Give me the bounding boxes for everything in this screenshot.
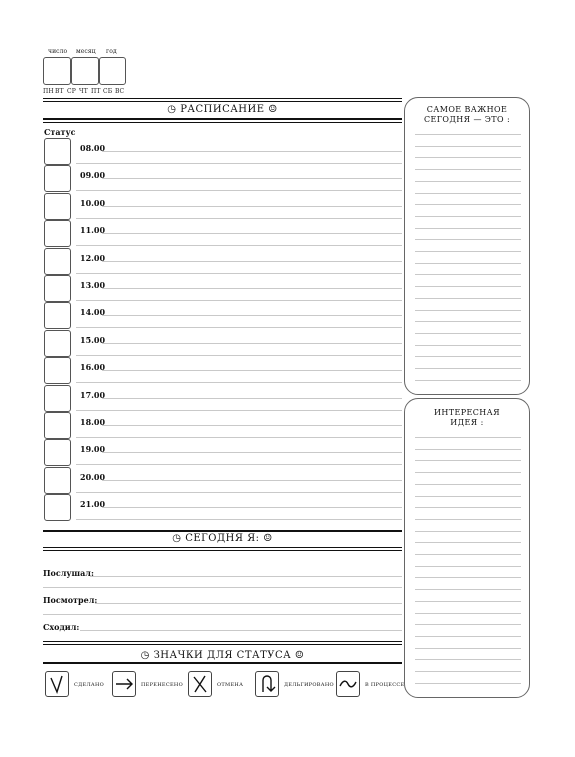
time-label: 13.00: [80, 280, 106, 290]
note-line[interactable]: [415, 181, 521, 182]
note-line[interactable]: [415, 146, 521, 147]
schedule-title: ◷ РАСПИСАНИЕ ☺: [167, 104, 278, 115]
note-line[interactable]: [415, 648, 521, 649]
status-box[interactable]: [44, 302, 71, 329]
day-label: число: [48, 48, 68, 55]
note-line[interactable]: [415, 577, 521, 578]
time-label: 19.00: [80, 444, 106, 455]
time-label: 17.00: [80, 389, 106, 400]
schedule-row-divider: [76, 519, 402, 520]
schedule-row-divider: [76, 382, 402, 383]
note-line[interactable]: [415, 157, 521, 158]
year-label: год: [106, 48, 117, 55]
note-line[interactable]: [415, 683, 521, 684]
time-label: 08.00: [80, 143, 106, 153]
time-label: 14.00: [80, 307, 106, 318]
schedule-row-divider: [76, 410, 402, 411]
schedule-row-divider: [76, 492, 402, 493]
note-line[interactable]: [415, 449, 521, 450]
idea-panel[interactable]: [404, 398, 530, 698]
time-label: 18.00: [80, 417, 106, 427]
note-line[interactable]: [415, 368, 521, 369]
schedule-row-divider: [76, 245, 402, 246]
idea-title: ИНТЕРЕСНАЯ ИДЕЯ :: [434, 408, 500, 427]
schedule-row-divider: [76, 300, 402, 301]
done-label: СДЕЛАНО: [74, 682, 105, 688]
month-box[interactable]: [71, 57, 99, 85]
time-label: 16.00: [80, 362, 106, 373]
status-label: Статус: [44, 127, 76, 137]
note-line[interactable]: [415, 531, 521, 532]
important-title: САМОЕ ВАЖНОЕ СЕГОДНЯ — ЭТО :: [423, 105, 511, 124]
note-line[interactable]: [415, 321, 521, 322]
clock-icon: ◷: [140, 650, 150, 661]
schedule-entry-line[interactable]: [102, 206, 402, 207]
note-line[interactable]: [415, 566, 521, 567]
schedule-row-divider: [76, 464, 402, 465]
schedule-entry-line[interactable]: [102, 480, 402, 481]
smiley-icon: ☺: [268, 104, 278, 115]
status-box[interactable]: [44, 494, 71, 521]
note-line[interactable]: [415, 613, 521, 614]
visited-line[interactable]: [80, 630, 402, 631]
note-line[interactable]: [415, 356, 521, 357]
note-line[interactable]: [415, 333, 521, 334]
status-box[interactable]: [44, 165, 71, 192]
note-line[interactable]: [415, 274, 521, 275]
visited-label: Сходил:: [43, 622, 80, 632]
cross-x-icon: [188, 671, 212, 697]
watched-line[interactable]: [95, 603, 402, 604]
status-box[interactable]: [44, 385, 71, 412]
weekday-label[interactable]: ПТ: [91, 88, 101, 95]
note-line[interactable]: [415, 507, 521, 508]
schedule-entry-line[interactable]: [102, 178, 402, 179]
weekday-label[interactable]: ВТ: [55, 88, 64, 95]
listened-label: Послушал:: [43, 568, 94, 578]
time-label: 20.00: [80, 471, 106, 482]
time-label: 12.00: [80, 252, 106, 263]
note-line[interactable]: [415, 601, 521, 602]
in-progress-label: В ПРОЦЕССЕ: [365, 682, 405, 688]
cancel-label: ОТМЕНА: [217, 682, 244, 688]
time-label: 21.00: [80, 499, 106, 510]
schedule-row-divider: [76, 273, 402, 274]
status-box[interactable]: [44, 275, 71, 302]
note-line[interactable]: [415, 554, 521, 555]
status-box[interactable]: [44, 439, 71, 466]
note-line[interactable]: [415, 437, 521, 438]
watched-label: Посмотрел:: [43, 595, 98, 605]
listened-line[interactable]: [90, 576, 402, 577]
schedule-entry-line[interactable]: [102, 343, 402, 344]
weekday-label[interactable]: ЧТ: [79, 88, 88, 95]
status-box[interactable]: [44, 193, 71, 220]
note-line[interactable]: [415, 542, 521, 543]
note-line[interactable]: [415, 193, 521, 194]
note-line[interactable]: [415, 380, 521, 381]
time-label: 10.00: [80, 197, 106, 208]
note-line[interactable]: [415, 310, 521, 311]
year-box[interactable]: [99, 57, 126, 85]
status-box[interactable]: [44, 220, 71, 247]
note-line[interactable]: [415, 169, 521, 170]
note-line[interactable]: [415, 204, 521, 205]
note-line[interactable]: [415, 228, 521, 229]
note-line[interactable]: [415, 460, 521, 461]
time-label: 09.00: [80, 170, 106, 181]
note-line[interactable]: [415, 519, 521, 520]
schedule-entry-line[interactable]: [102, 507, 402, 508]
check-v-icon: [45, 671, 69, 697]
note-line[interactable]: [415, 624, 521, 625]
month-label: месяц: [76, 48, 96, 55]
schedule-entry-line[interactable]: [102, 233, 402, 234]
smiley-icon: ☺: [263, 533, 273, 544]
day-box[interactable]: [43, 57, 71, 85]
delegated-label: ДЕЛЬГИРОВАНО: [284, 682, 334, 688]
note-line[interactable]: [415, 286, 521, 287]
status-box[interactable]: [44, 248, 71, 275]
time-label: 15.00: [80, 334, 106, 345]
tilde-wave-icon: [336, 671, 360, 697]
note-line[interactable]: [415, 636, 521, 637]
note-line[interactable]: [415, 589, 521, 590]
schedule-entry-line[interactable]: [102, 370, 402, 371]
schedule-row-divider: [76, 437, 402, 438]
status-box[interactable]: [44, 357, 71, 384]
note-line[interactable]: [415, 496, 521, 497]
schedule-entry-line[interactable]: [102, 261, 402, 262]
legend-title: ◷ ЗНАЧКИ ДЛЯ СТАТУСА ☺: [140, 650, 305, 661]
note-line[interactable]: [415, 239, 521, 240]
status-box[interactable]: [44, 138, 71, 165]
note-line[interactable]: [415, 263, 521, 264]
schedule-entry-line[interactable]: [102, 398, 402, 399]
moved-label: ПЕРЕНЕСЕНО: [141, 682, 183, 688]
note-line[interactable]: [415, 345, 521, 346]
schedule-entry-line[interactable]: [102, 425, 402, 426]
u-turn-arrow-icon: [255, 671, 279, 697]
note-line[interactable]: [415, 134, 521, 135]
weekday-label[interactable]: СР: [67, 88, 76, 95]
status-box[interactable]: [44, 467, 71, 494]
status-box[interactable]: [44, 412, 71, 439]
note-line[interactable]: [415, 251, 521, 252]
weekday-label[interactable]: ПН: [43, 88, 54, 95]
clock-icon: ◷: [167, 104, 177, 115]
schedule-entry-line[interactable]: [102, 315, 402, 316]
note-line[interactable]: [415, 472, 521, 473]
schedule-row-divider: [76, 218, 402, 219]
schedule-row-divider: [76, 163, 402, 164]
schedule-row-divider: [76, 355, 402, 356]
time-label: 11.00: [80, 225, 106, 236]
schedule-row-divider: [76, 190, 402, 191]
note-line[interactable]: [415, 484, 521, 485]
status-box[interactable]: [44, 330, 71, 357]
smiley-icon: ☺: [294, 650, 305, 661]
important-panel[interactable]: [404, 97, 530, 395]
weekday-label[interactable]: СБ: [103, 88, 113, 95]
today-title: ◷ СЕГОДНЯ Я: ☺: [172, 533, 273, 544]
schedule-entry-line[interactable]: [102, 151, 402, 152]
note-line[interactable]: [415, 216, 521, 217]
schedule-entry-line[interactable]: [102, 288, 402, 289]
clock-icon: ◷: [172, 533, 182, 544]
schedule-entry-line[interactable]: [102, 452, 402, 453]
arrow-right-icon: [112, 671, 136, 697]
note-line[interactable]: [415, 659, 521, 660]
note-line[interactable]: [415, 298, 521, 299]
schedule-row-divider: [76, 327, 402, 328]
note-line[interactable]: [415, 671, 521, 672]
weekday-label[interactable]: ВС: [115, 88, 125, 95]
